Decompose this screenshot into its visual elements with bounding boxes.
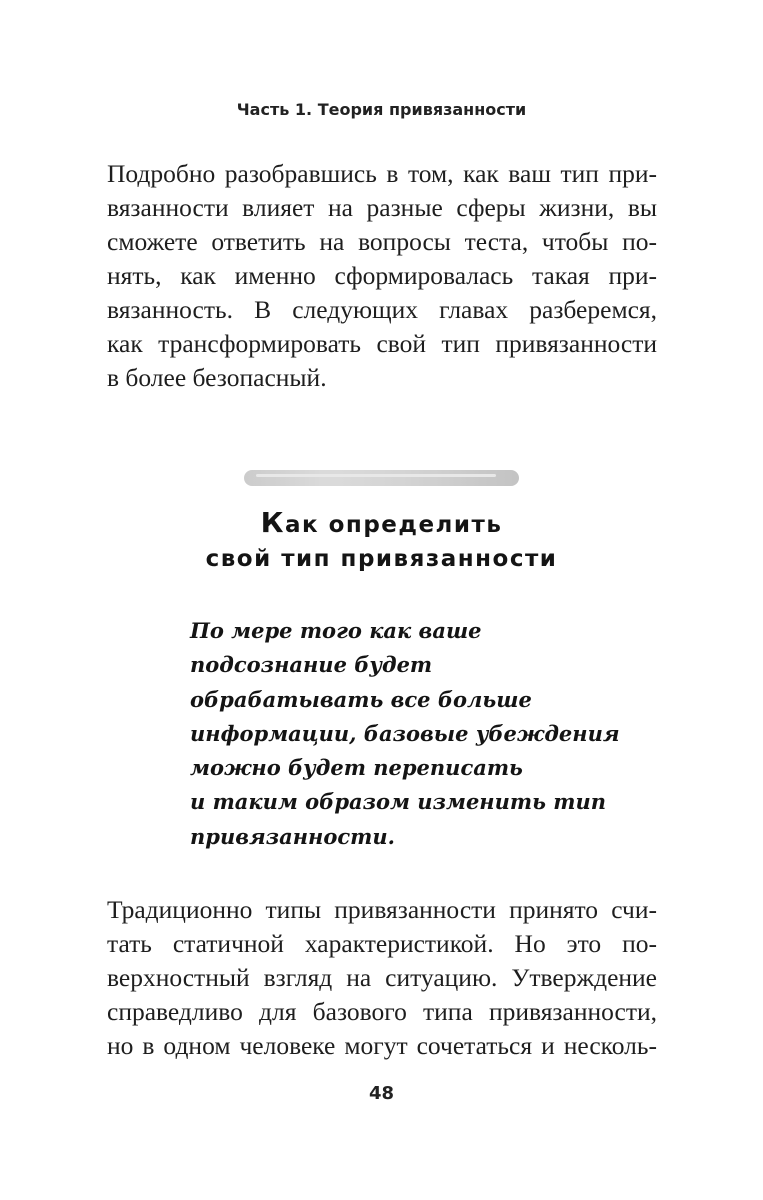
pull-quote-line: обрабатывать все больше: [190, 686, 532, 712]
section-heading: [0, 505, 763, 577]
paragraph-line: вязанности влияет на разные сферы жизни, вы: [107, 193, 657, 222]
pull-quote-line: и таким образом изменить тип: [190, 789, 607, 815]
heading-rest: ак определить: [284, 512, 503, 538]
paragraph-line: нять, как именно сформировалась такая при-: [107, 261, 657, 290]
paragraph-line: в более безопасный.: [107, 363, 327, 392]
pull-quote-line: можно будет переписать: [190, 755, 523, 781]
paragraph-line: но в одном человеке могут сочетаться и несколь-: [107, 1031, 657, 1060]
page-number: 48: [368, 1083, 395, 1104]
running-head: Часть 1. Теория привязанности: [236, 100, 527, 119]
pull-quote-line: По мере того как ваше: [190, 618, 482, 643]
paragraph-line: Традиционно типы привязанности принято счи-: [107, 895, 657, 924]
paragraph-line: Подробно разобравшись в том, как ваш тип при-: [107, 159, 657, 188]
pull-quote-line: информации, базовые убеждения: [190, 720, 620, 746]
brush-stroke-divider: [244, 470, 519, 486]
paragraph-line: как трансформировать свой тип привязанности: [107, 329, 657, 358]
pull-quote: [190, 614, 620, 854]
pull-quote-line: привязанности.: [190, 823, 395, 849]
section-heading-line-1: [0, 505, 763, 541]
paragraph-line: справедливо для базового типа привязанности,: [107, 997, 657, 1026]
continuation-paragraph: [107, 893, 657, 1063]
section-heading-line-2: свой тип привязанности: [205, 546, 558, 572]
intro-paragraph: [107, 157, 657, 395]
paragraph-line: верхностный взгляд на ситуацию. Утверждение: [107, 963, 657, 992]
pull-quote-line: подсознание будет: [190, 652, 433, 678]
heading-initial: К: [260, 506, 285, 539]
paragraph-line: вязанность. В следующих главах разберемся,: [107, 295, 657, 324]
paragraph-line: сможете ответить на вопросы теста, чтобы по-: [107, 227, 657, 256]
paragraph-line: тать статичной характеристикой. Но это по-: [107, 929, 657, 958]
